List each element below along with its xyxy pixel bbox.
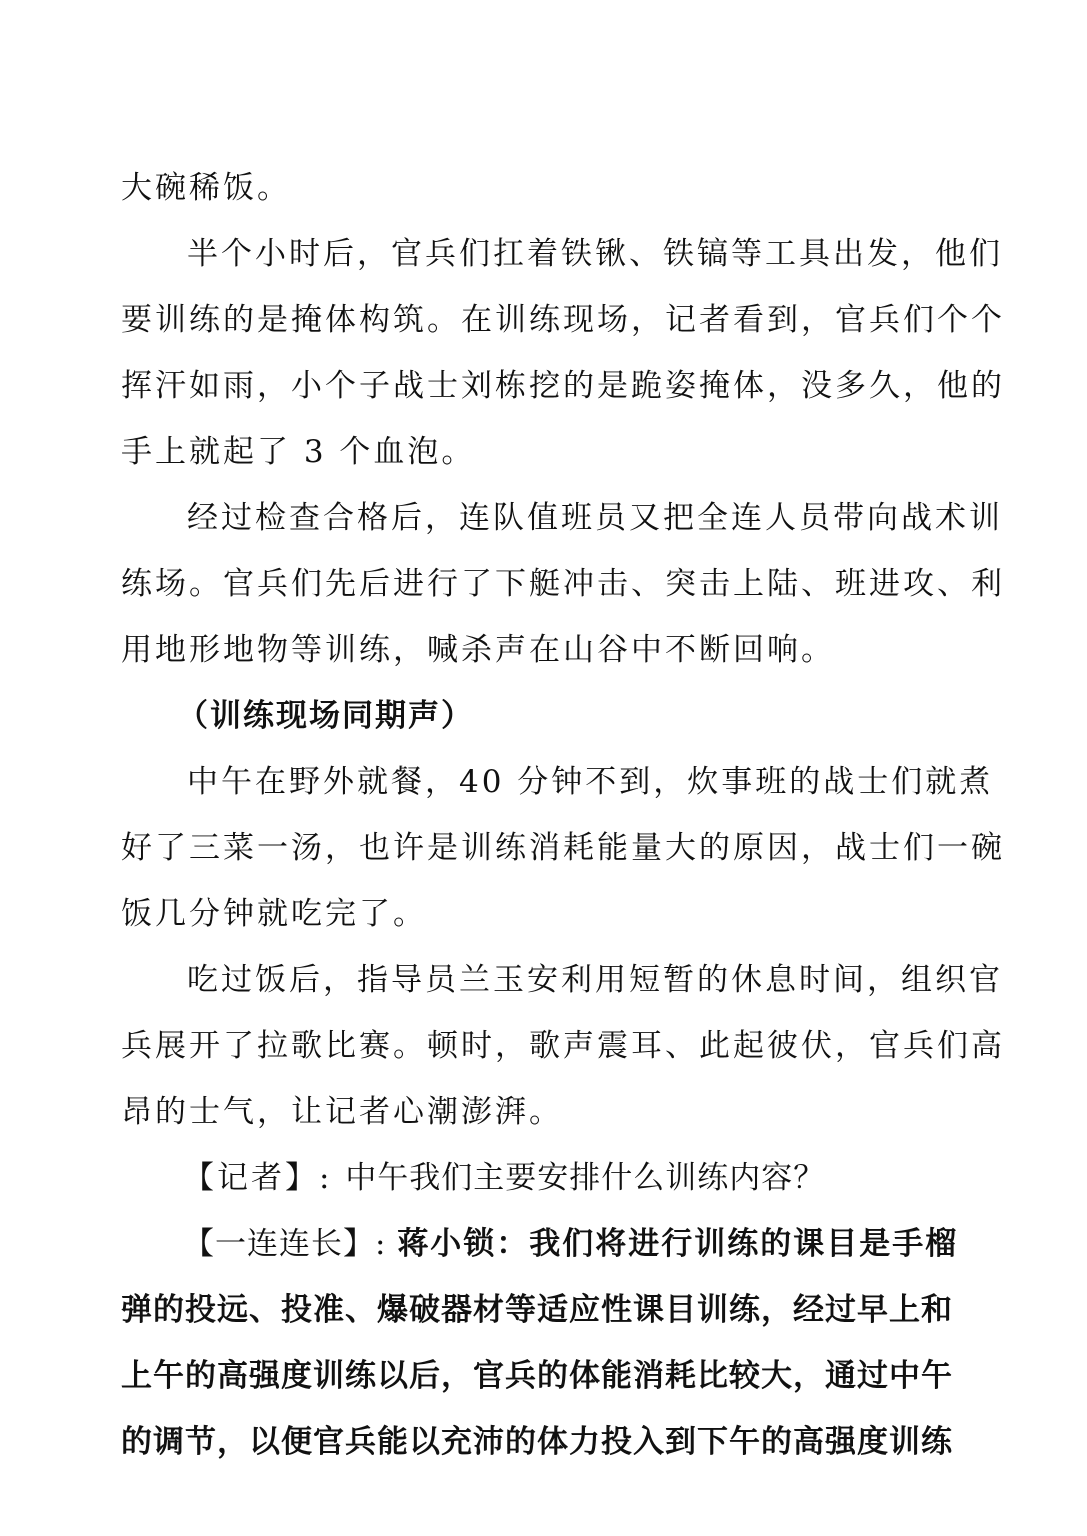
interview-answer (121, 1211, 969, 1475)
document-body (121, 155, 1005, 1475)
question-text: 中午我们主要安排什么训练内容？ (345, 1160, 826, 1196)
text-line: 大碗稀饭。 (121, 170, 291, 206)
text-line: 中午在野外就餐，40 分钟不到，炊事班的战士们就煮 (187, 764, 994, 800)
paragraph (121, 947, 1005, 1145)
text-line: 用地形地物等训练，喊杀声在山谷中不断回响。 (121, 632, 835, 668)
paragraph-heading (121, 683, 969, 749)
text-line: 吃过饭后，指导员兰玉安利用短暂的休息时间，组织官 (187, 962, 1003, 998)
text-line: 经过检查合格后，连队值班员又把全连人员带向战术训 (187, 500, 1003, 536)
answer-text: 弹的投远、投准、爆破器材等适应性课目训练，经过早上和 (121, 1292, 953, 1328)
text-line: 饭几分钟就吃完了。 (121, 896, 427, 932)
speaker-label: 【一连连长】: (183, 1226, 387, 1262)
text-line: 兵展开了拉歌比赛。顿时，歌声震耳、此起彼伏，官兵们高 (121, 1028, 1005, 1064)
text-line: 半个小时后，官兵们扛着铁锹、铁镐等工具出发，他们 (187, 236, 1003, 272)
section-note: （训练现场同期声） (177, 698, 474, 734)
text-line: 好了三菜一汤，也许是训练消耗能量大的原因，战士们一碗 (121, 830, 1005, 866)
paragraph (121, 155, 969, 221)
answer-text: 蒋小锁：我们将进行训练的课目是手榴 (397, 1226, 959, 1262)
paragraph (121, 485, 1005, 683)
answer-text: 上午的高强度训练以后，官兵的体能消耗比较大，通过中午 (121, 1358, 953, 1394)
paragraph (121, 221, 1005, 485)
text-line: 挥汗如雨，小个子战士刘栋挖的是跪姿掩体，没多久，他的 (121, 368, 1005, 404)
answer-text: 的调节，以便官兵能以充沛的体力投入到下午的高强度训练 (121, 1424, 953, 1460)
speaker-label: 【记者】: (183, 1160, 333, 1196)
interview-line (121, 1211, 969, 1277)
text-line: 要训练的是掩体构筑。在训练现场，记者看到，官兵们个个 (121, 302, 1005, 338)
paragraph (121, 749, 1005, 947)
text-line: 手上就起了 3 个血泡。 (121, 434, 476, 470)
interview-question (121, 1145, 969, 1211)
interview-line (121, 1145, 969, 1211)
text-line: 练场。官兵们先后进行了下艇冲击、突击上陆、班进攻、利 (121, 566, 1005, 602)
text-line: 昂的士气，让记者心潮澎湃。 (121, 1094, 563, 1130)
